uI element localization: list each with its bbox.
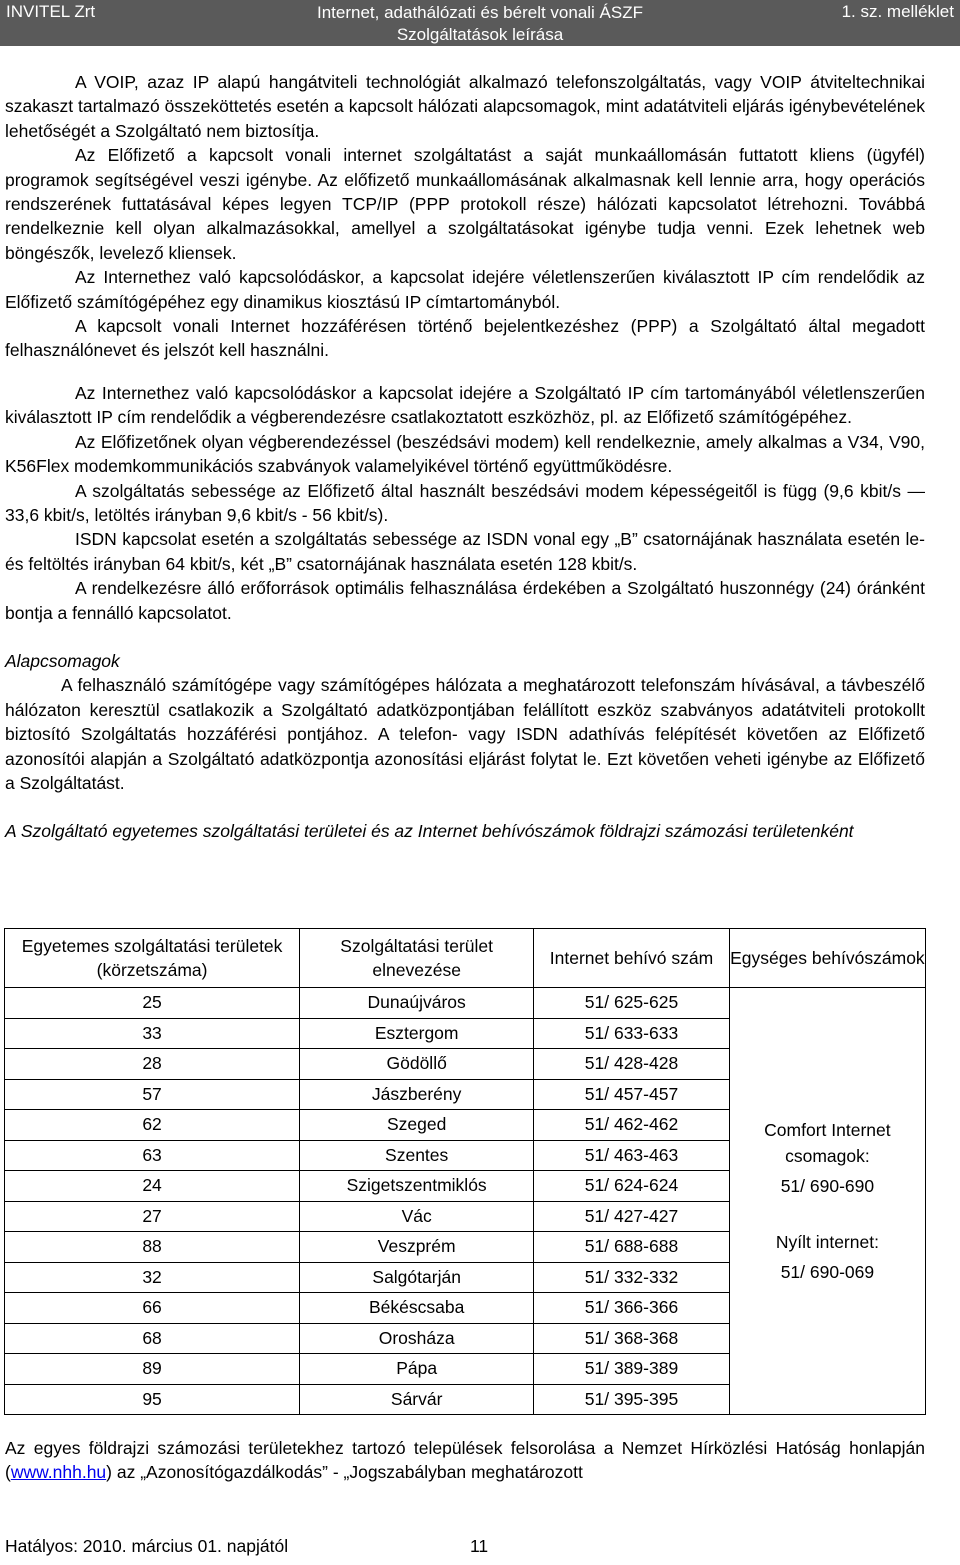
dialin-number-cell: 51/ 368-368 <box>534 1323 730 1354</box>
area-code-cell: 88 <box>5 1232 300 1263</box>
comfort-number: 51/ 690-690 <box>780 1176 875 1196</box>
area-code-cell: 66 <box>5 1293 300 1324</box>
open-number: 51/ 690-069 <box>780 1262 875 1282</box>
header-annex: 1. sz. melléklet <box>841 2 954 21</box>
paragraph-disconnect: A rendelkezésre álló erőforrások optimális felhasználása érdekében a Szolgáltató huszonnégy (24) óránként bontja a fennálló kapcsolatot. <box>5 578 925 623</box>
open-label: Nyílt internet: <box>775 1232 879 1252</box>
area-name-cell: Esztergom <box>300 1018 534 1049</box>
dialin-number-cell: 51/ 428-428 <box>534 1049 730 1080</box>
service-areas-table <box>4 928 926 1415</box>
table-header-row <box>5 929 926 988</box>
area-name-cell: Pápa <box>300 1354 534 1385</box>
area-name-cell: Szigetszentmiklós <box>300 1171 534 1202</box>
paragraph-client: Az Előfizető a kapcsolt vonali internet szolgáltatást a saját munkaállomásán futtatott kliens (ügyfél) programok segítségével veszi igénybe. Az előfizető munkaállomásának alkalmasnak kell lennie arra, hogy operációs rendszerének futtatásával képes legyen TCP/IP (PPP protokoll része) hálózati kapcsolatot létrehozni. Továbbá rendelkeznie kell olyan alkalmazásokkal, amellyel a szolgáltatásokat igénybe tudja venni. Ezek lehetnek web böngészők, levelező kliensek. <box>5 145 925 263</box>
dialin-number-cell: 51/ 395-395 <box>534 1384 730 1415</box>
area-name-cell: Dunaújváros <box>300 988 534 1019</box>
page-number: 11 <box>470 1536 489 1556</box>
table-row <box>5 988 926 1019</box>
dialin-number-cell: 51/ 688-688 <box>534 1232 730 1263</box>
area-code-cell: 62 <box>5 1110 300 1141</box>
area-name-cell: Szentes <box>300 1140 534 1171</box>
paragraph-voip: A VOIP, azaz IP alapú hangátviteli technológiát alkalmazó telefonszolgáltatás, vagy VOIP átviteltechnikai szakaszt tartalmazó összeköttetés esetén a kapcsolt hálózati alapcsomagok, mint adatátviteli eljárás igénybevételének lehetőségét a Szolgáltató nem biztosítja. <box>5 72 925 141</box>
area-code-cell: 33 <box>5 1018 300 1049</box>
paragraph-settlements <box>5 1436 925 1485</box>
dialin-number-cell: 51/ 389-389 <box>534 1354 730 1385</box>
area-name-cell: Jászberény <box>300 1079 534 1110</box>
area-name-cell: Gödöllő <box>300 1049 534 1080</box>
comfort-label: Comfort Internet csomagok: <box>764 1120 891 1166</box>
paragraph-isdn: ISDN kapcsolat esetén a szolgáltatás sebessége az ISDN vonal egy „B” csatornájának használata esetén le- és feltöltés irányban 64 kbit/s, két „B” csatornájának használata esetén 128 kbit/s. <box>5 529 925 574</box>
page-header <box>0 0 960 46</box>
area-code-cell: 89 <box>5 1354 300 1385</box>
settlements-text-end: ) az „Azonosítógazdálkodás” - „Jogszabályban meghatározott <box>106 1462 583 1483</box>
dialin-number-cell: 51/ 332-332 <box>534 1262 730 1293</box>
dialin-number-cell: 51/ 427-427 <box>534 1201 730 1232</box>
area-code-cell: 68 <box>5 1323 300 1354</box>
nhh-link[interactable]: www.nhh.hu <box>10 1462 107 1483</box>
dialin-number-cell: 51/ 633-633 <box>534 1018 730 1049</box>
paragraph-login: A kapcsolt vonali Internet hozzáférésen történő bejelentkezéshez (PPP) a Szolgáltató által megadott felhasználónevet és jelszót kell használni. <box>5 316 925 361</box>
area-code-cell: 28 <box>5 1049 300 1080</box>
header-area-name: Szolgáltatási terület elnevezése <box>300 929 534 988</box>
area-name-cell: Veszprém <box>300 1232 534 1263</box>
paragraph-speed: A szolgáltatás sebessége az Előfizető által használt beszédsávi modem képességeitől is függ (9,6 kbit/s — 33,6 kbit/s, letöltés irányban 9,6 kbit/s - 56 kbit/s). <box>5 480 925 525</box>
table-title: A Szolgáltató egyetemes szolgáltatási területei és az Internet behívószámok földrajzi számozási területenként <box>5 821 854 842</box>
paragraph-ip-dynamic: Az Internethez való kapcsolódáskor, a kapcsolat idejére véletlenszerűen kiválasztott IP cím rendelődik az Előfizető számítógépéhez egy dinamikus kiosztású IP címtartományból. <box>5 267 925 312</box>
effective-date: Hatályos: 2010. március 01. napjától <box>5 1536 289 1556</box>
area-code-cell: 24 <box>5 1171 300 1202</box>
area-code-cell: 57 <box>5 1079 300 1110</box>
header-company: INVITEL Zrt <box>6 2 96 21</box>
header-dialin-number: Internet behívó szám <box>534 929 730 988</box>
area-code-cell: 27 <box>5 1201 300 1232</box>
document-body <box>5 70 925 844</box>
area-name-cell: Szeged <box>300 1110 534 1141</box>
paragraph-modem: Az Előfizetőnek olyan végberendezéssel (beszédsávi modem) kell rendelkeznie, amely alkalmas a V34, V90, K56Flex modemkommunikációs szabványok valamelyikével történő együttműködésre. <box>5 431 925 477</box>
paragraph-ip-range: Az Internethez való kapcsolódáskor a kapcsolat idejére a Szolgáltató IP cím tartományából véletlenszerűen kiválasztott IP cím rendelődik a végberendezésre csatlakoztatott eszközhöz, pl. az Előfizető számítógépéhez. <box>5 382 925 428</box>
area-code-cell: 63 <box>5 1140 300 1171</box>
header-title-line2: Szolgáltatások leírása <box>396 25 564 44</box>
dialin-number-cell: 51/ 463-463 <box>534 1140 730 1171</box>
area-name-cell: Orosháza <box>300 1323 534 1354</box>
area-code-cell: 95 <box>5 1384 300 1415</box>
dialin-number-cell: 51/ 624-624 <box>534 1171 730 1202</box>
header-area-code: Egyetemes szolgáltatási területek (körzetszáma) <box>5 929 300 988</box>
unified-numbers-cell <box>729 988 925 1415</box>
header-unified-numbers: Egységes behívószámok <box>729 929 925 988</box>
dialin-number-cell: 51/ 366-366 <box>534 1293 730 1324</box>
section-heading-alapcsomagok: Alapcsomagok <box>5 650 120 671</box>
area-name-cell: Salgótarján <box>300 1262 534 1293</box>
dialin-number-cell: 51/ 462-462 <box>534 1110 730 1141</box>
header-title <box>0 2 960 46</box>
dialin-number-cell: 51/ 457-457 <box>534 1079 730 1110</box>
area-code-cell: 32 <box>5 1262 300 1293</box>
settlements-text: Az egyes földrajzi számozási területekhez tartozó települések felsorolása a Nemzet Hírközlési Hatóság honlapján ( <box>5 1438 925 1483</box>
dialin-number-cell: 51/ 625-625 <box>534 988 730 1019</box>
area-name-cell: Békéscsaba <box>300 1293 534 1324</box>
paragraph-basic-packages: A felhasználó számítógépe vagy számítógépes hálózata a meghatározott telefonszám hívásával, a távbeszélő hálózaton keresztül csatlakozik a Szolgáltató adatközpontjában felállított eszköz szabványos adatátviteli protokollt biztosító Szolgáltatás hozzáférési pontjához. A telefon- vagy ISDN adathívás felépítését követően az Előfizető azonosítói alapján a Szolgáltató adatközpontja azonosítási eljárást folytat le. Ezt követően veheti igénybe az Előfizető a Szolgáltatást. <box>5 675 925 793</box>
area-code-cell: 25 <box>5 988 300 1019</box>
header-title-line1: Internet, adathálózati és bérelt vonali ÁSZF <box>316 3 643 22</box>
area-name-cell: Sárvár <box>300 1384 534 1415</box>
area-name-cell: Vác <box>300 1201 534 1232</box>
